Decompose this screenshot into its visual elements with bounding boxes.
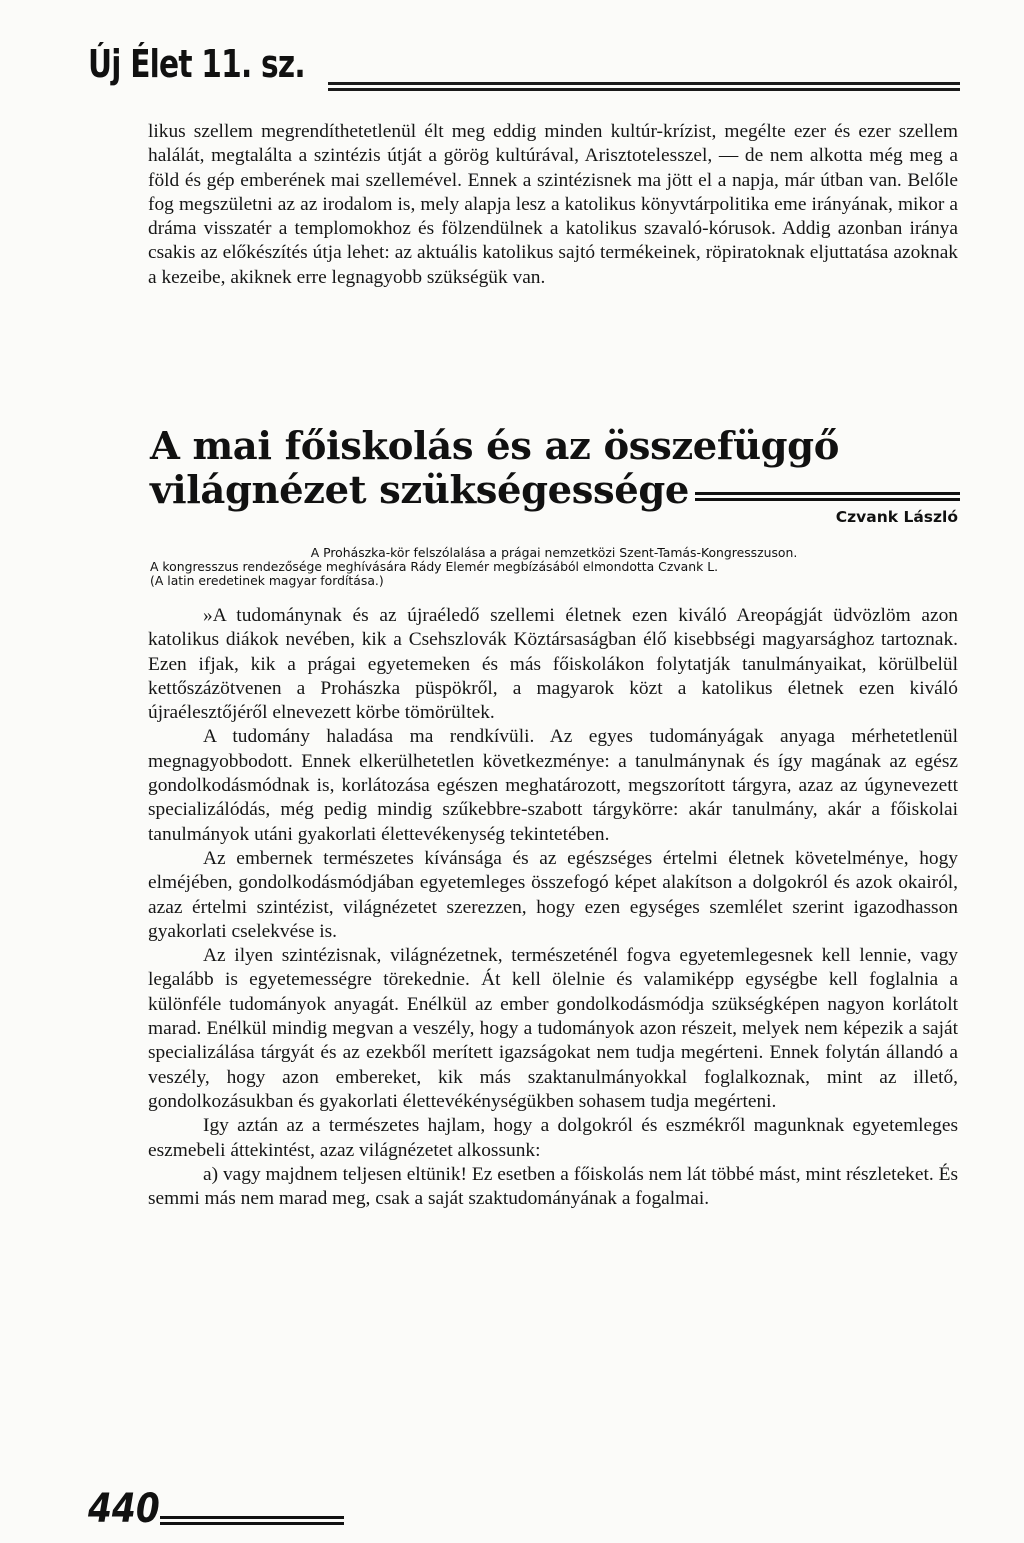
title-line-1: A mai főiskolás és az összefüggő — [150, 424, 839, 469]
title-line-2: világnézet szükségessége — [150, 468, 689, 513]
header-rule — [328, 82, 960, 94]
editorial-note — [150, 546, 958, 588]
body-paragraph: Az embernek természetes kívánsága és az egészséges értelmi életnek követelménye, hogy elméjében, gondolkodásmódjában egyetemleges összefogó képet alakítson a dolgokról és azok okairól, azaz értelmi szintézist, világnézetet szerezzen, hogy ezen egységes szemlélet szerint igazodhasson gyakorlati cselekvése is. — [148, 847, 958, 942]
intro-paragraph: likus szellem megrendíthetetlenül élt meg eddig minden kultúr-krízist, megélte ezer és ezer szellem halálát, megtalálta a szintézis útját a görög kultúrával, Arisztotelesszel, — de nem alkotta még meg a föld és gép emberének mai szellemével. Ennek a szintézisnek ma jött el a napja, már útban van. Belőle fog megszületni az az irodalom is, mely alapja lesz a katolikus könyvtárpolitika eme irányának, mikor a dráma visszatér a templomokhoz és fölzendülnek a katolikus szavaló-kórusok. Addig azonban iránya csakis az előkészítés útja lehet: az aktuális katolikus sajtó termékeinek, röpiratoknak eljuttatása azoknak a kezeibe, akiknek erre legnagyobb szükségük van. — [148, 121, 958, 288]
article-body — [148, 604, 958, 1211]
page-number: 440 — [88, 1486, 160, 1532]
note-line-2: A kongresszus rendezősége meghívására Rády Elemér megbízásából elmondotta Czvank L. — [150, 559, 719, 574]
note-line-1: A Prohászka-kör felszólalása a prágai nemzetközi Szent-Tamás-Kongresszuson. — [310, 545, 798, 560]
page-number-rule — [160, 1516, 344, 1528]
running-head: Új Élet 11. sz. — [88, 42, 305, 86]
title-rule — [695, 492, 960, 504]
body-paragraph: Az ilyen szintézisnak, világnézetnek, természeténél fogva egyetemlegesnek kell lennie, vagy legalább is egyetemességre törekednie. Át kell ölelnie és valamiképp egységbe kell foglalnia a különféle tudományok anyagát. Enélkül az ember gondolkodásmódja szükségképen nagyon korlátolt marad. Enélkül mindig megvan a veszély, hogy a tudományok azon részeit, melyek nem képezik a saját specializálása tárgyát és az ezekből merített igazságokat nem tudja megérteni. Ennek folytán állandó a veszély, hogy azon embereket, kik más szaktanulmányokkal foglalkoznak, mint az illető, gondolkozásukban és gyakorlati élettevékénységükben sohasem tudja megérteni. — [148, 945, 958, 1112]
article-title — [150, 425, 960, 513]
note-line-3: (A latin eredetinek magyar fordítása.) — [150, 573, 384, 588]
body-paragraph: »A tudománynak és az újraéledő szellemi életnek ezen kiváló Areopágját üdvözlöm azon katolikus diákok nevében, kik a Csehszlovák Köztársaságban élő kisebbségi magyarsághoz tartoznak. Ezen ifjak, kik a prágai egyetemeken és más főiskolákon folytatják tanulmányaikat, körülbelül kettőszázötvenen a Prohászka püspökről, a magyarok közt a katolikus életnek ezen kiváló újraélesztőjéről elnevezett körbe tömörültek. — [148, 605, 958, 724]
body-paragraph: a) vagy majdnem teljesen eltünik! Ez esetben a főiskolás nem lát többé mást, mint részleteket. És semmi más nem marad meg, csak a saját szaktudományának a fogalmai. — [148, 1163, 958, 1210]
intro-text — [148, 120, 958, 290]
body-paragraph: A tudomány haladása ma rendkívüli. Az egyes tudományágak anyaga mérhetetlenül megnagyobbodott. Ennek elkerülhetetlen következménye: a tanulmánynak és így magának az egész gondolkodásmódnak is, korlátozása egészen meghatározott, megszorított tárgyra, azaz az úgynevezett specializálódás, még pedig mindig szűkebbre-szabott tárgykörre: akár tanulmány, akár a főiskolai tanulmányok utáni gyakorlati élettevékenység tekintetében. — [148, 726, 958, 845]
article-author: Czvank László — [835, 508, 958, 526]
body-paragraph: Igy aztán az a természetes hajlam, hogy a dolgokról és eszmékről magunknak egyetemleges eszmebeli áttekintést, azaz világnézetet alkossunk: — [148, 1115, 958, 1161]
